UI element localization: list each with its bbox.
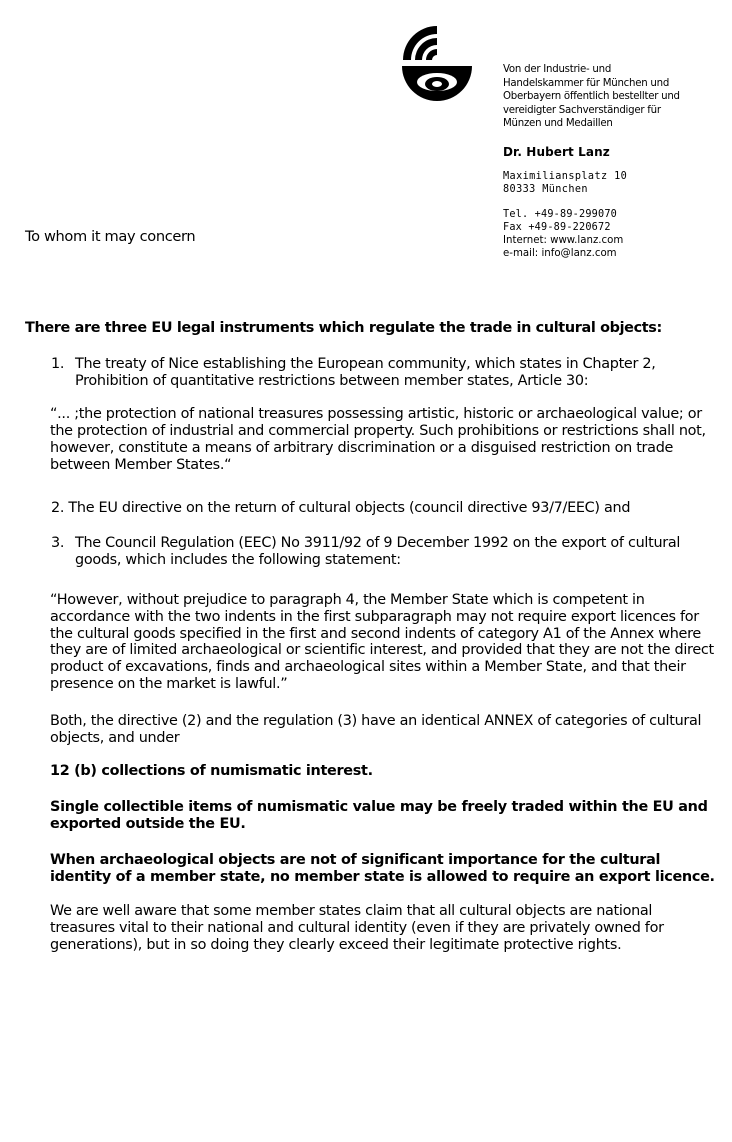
annex-paragraph: Both, the directive (2) and the regulation (3) have an identical ANNEX of categories of cultural objects, and under: [50, 712, 702, 746]
quote-council-regulation: “However, without prejudice to paragraph 4, the Member State which is competent in accordance with the two indents in the first subparagraph may not require export licences for the cultural goods specified in the first and second indents of category A1 of the Annex where they are of limited archaeological or scientific interest, and provided that they are not the direct product of excavations, finds and archaeological sites within a Member State, and that their presence on the market is lawful.”: [50, 591, 714, 692]
list-item: [25, 500, 715, 517]
list-item-number: 2.: [51, 499, 65, 516]
quote-treaty-of-nice: “... ;the protection of national treasures possessing artistic, historic or archaeological value; or the protection of industrial and commercial property. Such prohibitions or restrictions shall not, however, constitute a means of arbitrary discrimination or a disguised restriction on trade between Member States.“: [50, 406, 706, 473]
bold-paragraph: When archaeological objects are not of significant importance for the cultural identity of a member state, no member state is allowed to require an export licence.: [50, 851, 715, 885]
sender-address: [503, 171, 728, 196]
org-line: Oberbayern öffentlich bestellter und: [503, 91, 680, 103]
bold-paragraph: Single collectible items of numismatic value may be freely traded within the EU and exported outside the EU.: [50, 799, 708, 832]
sender-name: Dr. Hubert Lanz: [503, 144, 610, 159]
list-item-number: 1.: [51, 355, 65, 372]
org-line: vereidigter Sachverständiger für: [503, 104, 661, 116]
telephone: Tel. +49-89-299070: [503, 209, 618, 221]
list-item-text: The treaty of Nice establishing the European community, which states in Chapter 2, Prohibition of quantitative restrictions between member states, Article 30:: [75, 355, 656, 389]
list-item-number: 3.: [51, 535, 65, 552]
letterhead: [503, 63, 728, 260]
contact-block: [503, 208, 728, 260]
address-line: Maximiliansplatz 10: [503, 170, 628, 182]
list-item-text: The Council Regulation (EEC) No 3911/92 of 9 December 1992 on the export of cultural goods, which includes the following statement:: [75, 535, 681, 569]
org-line: Von der Industrie- und: [503, 64, 612, 75]
fax: Fax +49-89-220672: [503, 222, 611, 234]
annex-heading: 12 (b) collections of numismatic interest.: [50, 763, 373, 780]
list-item-text: The EU directive on the return of cultural objects (council directive 93/7/EEC) and: [68, 499, 631, 516]
lanz-coin-logo-icon: [400, 26, 474, 102]
list-item: [25, 535, 715, 569]
letter-body: [25, 320, 715, 954]
salutation: To whom it may concern: [25, 228, 196, 245]
organization-description: [503, 63, 728, 131]
closing-paragraph: We are well aware that some member states claim that all cultural objects are national treasures vital to their national and cultural identity (even if they are privately owned for generations), but in so doing they clearly exceed their legitimate protective rights.: [50, 903, 664, 953]
address-line: 80333 München: [503, 183, 588, 195]
main-heading: There are three EU legal instruments which regulate the trade in cultural objects:: [25, 320, 662, 336]
email-link[interactable]: e-mail: info@lanz.com: [503, 248, 617, 260]
website-link[interactable]: Internet: www.lanz.com: [503, 235, 624, 247]
list-item: [25, 356, 715, 390]
org-line: Handelskammer für München und: [503, 77, 670, 89]
org-line: Münzen und Medaillen: [503, 118, 613, 130]
